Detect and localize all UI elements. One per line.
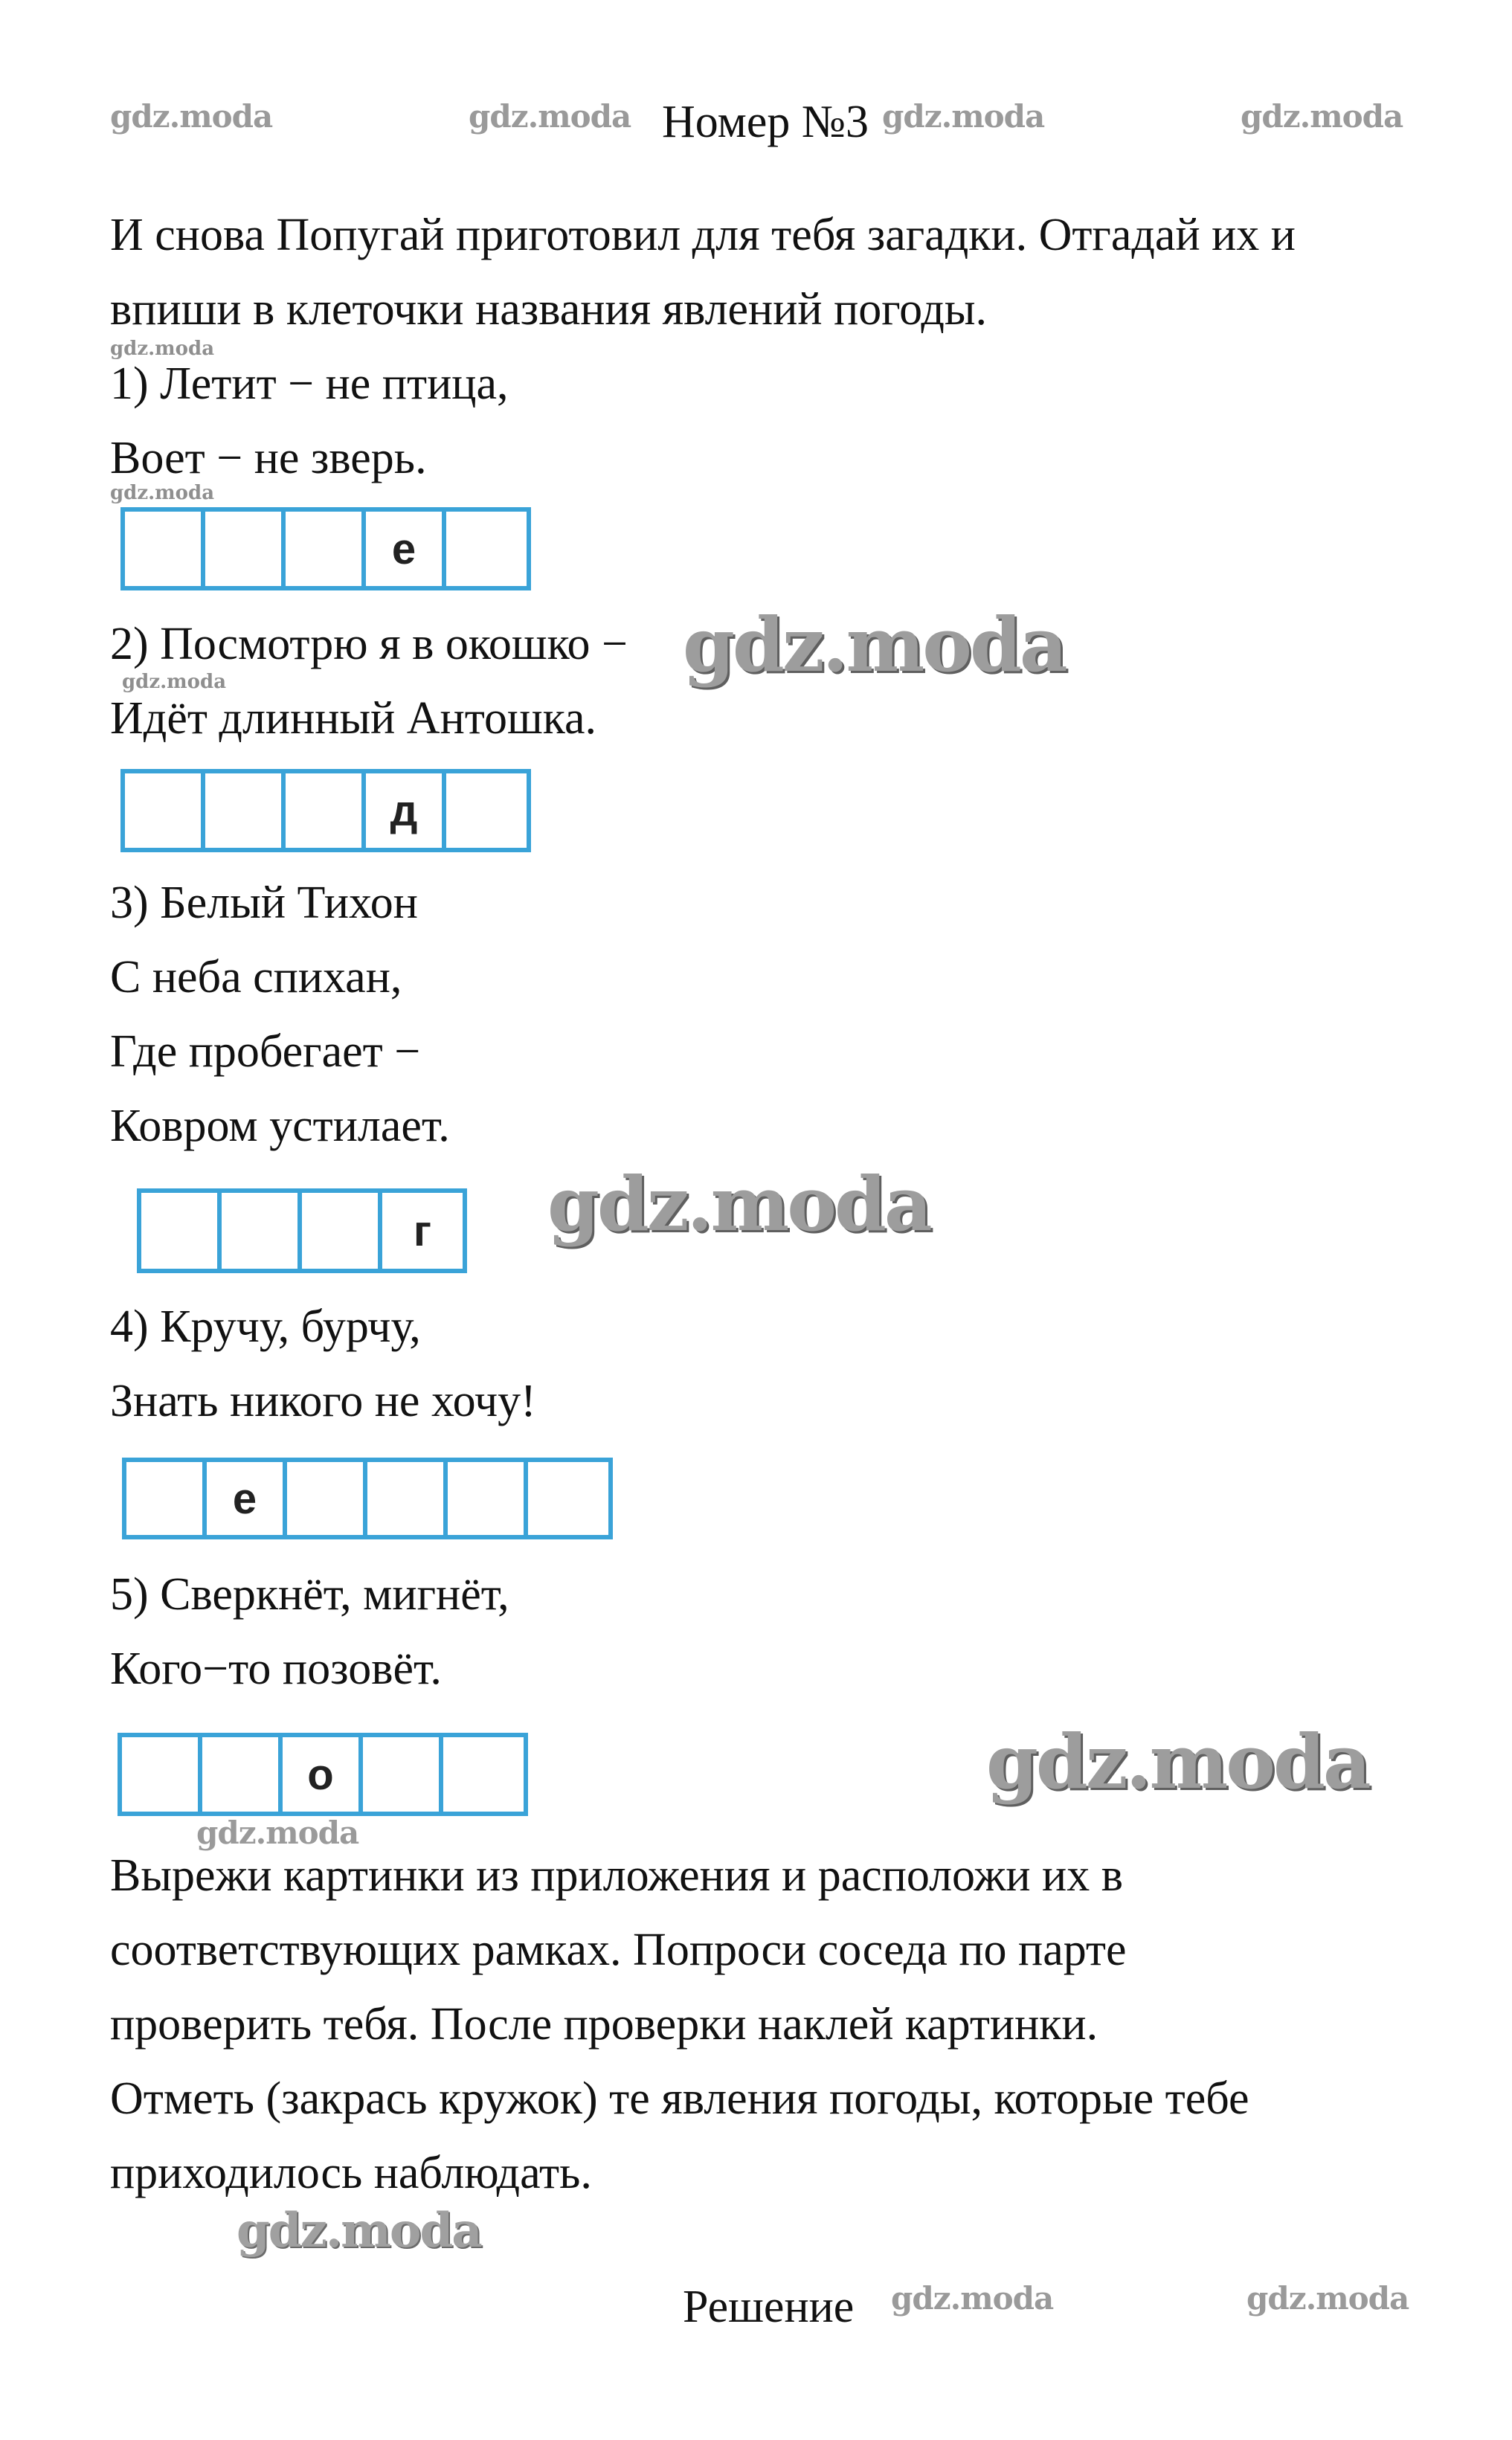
riddle-4-line-1: 4) Кручу, бурчу, (110, 1301, 421, 1352)
answer-cell[interactable]: е (366, 512, 446, 586)
intro-line-2: впиши в клеточки названия явлений погоды. (110, 284, 988, 335)
answer-cell[interactable] (443, 1737, 524, 1812)
riddle-1-line-1: 1) Летит − не птица, (110, 358, 509, 409)
answer-cell[interactable] (363, 1737, 443, 1812)
page-title: Номер №3 (662, 97, 869, 147)
riddle-4-answer-grid (122, 1458, 613, 1539)
answer-cell[interactable] (126, 1462, 207, 1535)
answer-cell[interactable]: е (207, 1462, 287, 1535)
riddle-5-answer-grid (118, 1733, 528, 1816)
intro-line-1: И снова Попугай приготовил для тебя загадки. Отгадай их и (110, 210, 1296, 260)
watermark: gdz.moda (469, 98, 631, 135)
riddle-3-line-1: 3) Белый Тихон (110, 878, 418, 928)
answer-cell[interactable] (286, 512, 366, 586)
riddle-4-line-2: Знать никого не хочу! (110, 1376, 536, 1426)
solution-heading: Решение (683, 2282, 855, 2332)
watermark: gdz.moda (110, 338, 215, 360)
watermark: gdz.moda (882, 98, 1045, 135)
watermark: gdz.moda (110, 98, 273, 135)
riddle-3-line-2: С неба спихан, (110, 952, 402, 1002)
answer-cell[interactable]: г (413, 1206, 432, 1255)
answer-cell[interactable] (287, 1462, 367, 1535)
answer-cell[interactable] (141, 1193, 222, 1269)
watermark: gdz.moda (196, 1815, 359, 1851)
answer-cell[interactable] (286, 773, 366, 848)
watermark: gdz.moda (683, 601, 1066, 689)
riddle-2-line-2: Идёт длинный Антошка. (110, 693, 596, 744)
answer-cell[interactable] (125, 512, 205, 586)
riddle-3-line-3: Где пробегает − (110, 1026, 421, 1077)
outro-line-4: Отметь (закрась кружок) те явления погоды, которые тебе (110, 2073, 1249, 2124)
outro-line-3: проверить тебя. После проверки наклей картинки. (110, 1999, 1098, 2050)
answer-cell[interactable]: д (366, 773, 446, 848)
answer-cell[interactable] (202, 1737, 283, 1812)
watermark: gdz.moda (122, 671, 227, 693)
answer-cell[interactable] (446, 512, 527, 586)
watermark: gdz.moda (1241, 98, 1403, 135)
outro-line-1: Вырежи картинки из приложения и расположи их в (110, 1850, 1123, 1901)
watermark: gdz.moda (1246, 2280, 1409, 2317)
answer-cell[interactable] (302, 1193, 382, 1269)
watermark: gdz.moda (986, 1718, 1369, 1806)
watermark: gdz.moda (110, 482, 215, 504)
watermark: gdz.moda (547, 1160, 930, 1248)
answer-cell[interactable]: о (283, 1737, 363, 1812)
answer-cell[interactable] (125, 773, 205, 848)
outro-line-5: приходилось наблюдать. (110, 2148, 592, 2198)
answer-cell[interactable] (122, 1737, 202, 1812)
watermark: gdz.moda (237, 2203, 481, 2259)
watermark: gdz.moda (891, 2280, 1054, 2317)
riddle-2-answer-grid (120, 769, 531, 852)
riddle-3-line-4: Ковром устилает. (110, 1101, 450, 1151)
answer-cell[interactable] (205, 773, 286, 848)
riddle-3-answer-grid (137, 1188, 467, 1273)
answer-cell[interactable] (205, 512, 286, 586)
riddle-5-line-1: 5) Сверкнёт, мигнёт, (110, 1569, 509, 1620)
outro-line-2: соответствующих рамках. Попроси соседа по парте (110, 1925, 1127, 1975)
answer-cell[interactable] (222, 1193, 302, 1269)
riddle-1-line-2: Воет − не зверь. (110, 433, 427, 483)
riddle-2-line-1: 2) Посмотрю я в окошко − (110, 619, 628, 669)
riddle-5-line-2: Кого−то позовёт. (110, 1644, 442, 1694)
riddle-1-answer-grid (120, 507, 531, 590)
answer-cell[interactable] (367, 1462, 448, 1535)
answer-cell[interactable] (446, 773, 527, 848)
answer-cell[interactable] (448, 1462, 528, 1535)
answer-cell[interactable] (528, 1462, 608, 1535)
